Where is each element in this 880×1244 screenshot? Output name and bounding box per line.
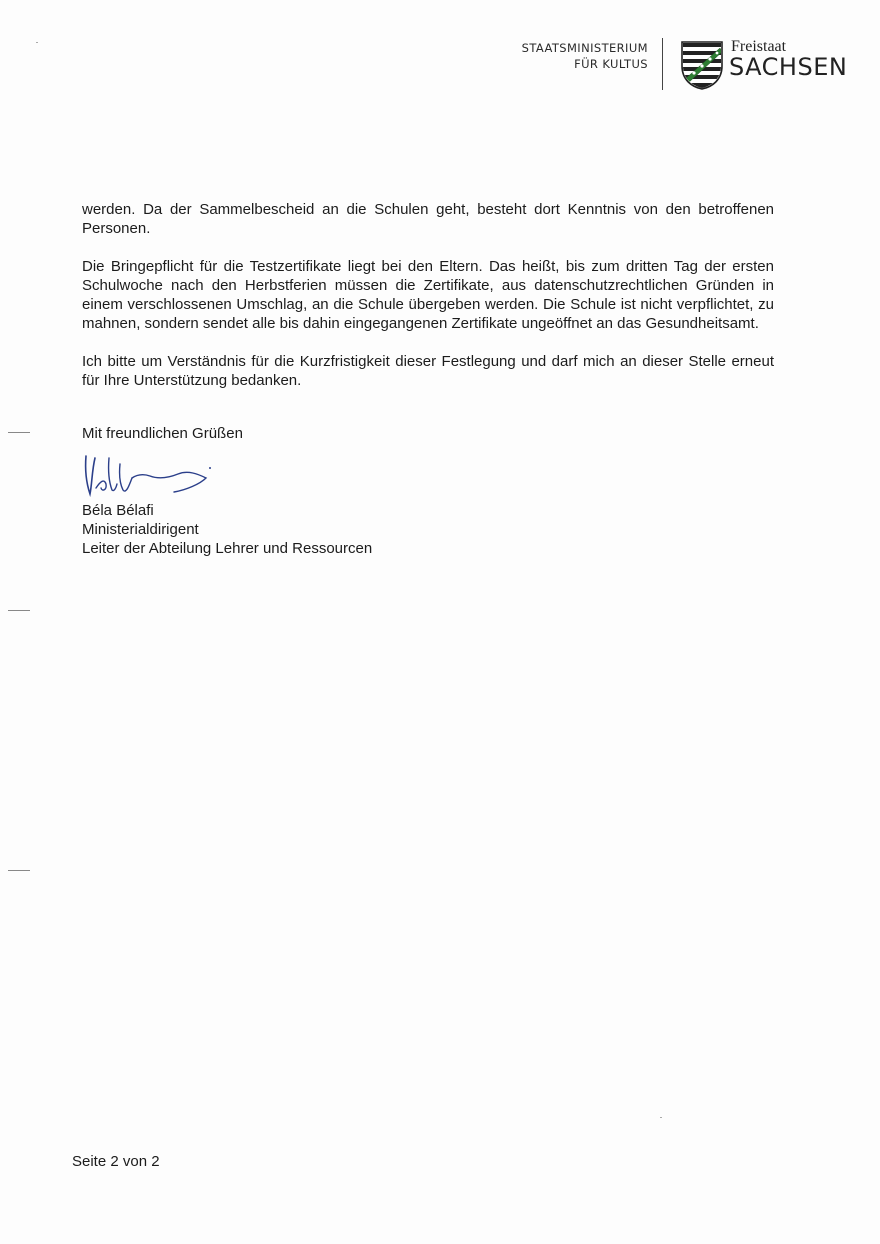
signer-department: Leiter der Abteilung Lehrer und Ressourcen: [82, 540, 373, 557]
state-label-large: SACHSEN: [729, 53, 848, 81]
ministry-line-1: STAATSMINISTERIUM: [521, 41, 648, 55]
fold-mark-middle: [8, 610, 30, 611]
letterhead-divider: [662, 38, 663, 90]
signer-block: [82, 501, 372, 558]
ministry-line-2: FÜR KULTUS: [574, 57, 648, 71]
ministry-name: [500, 40, 648, 72]
fold-mark-bottom: [8, 870, 30, 871]
saxony-coat-of-arms-icon: [680, 40, 724, 90]
closing-salutation: Mit freundlichen Grüßen: [82, 425, 243, 442]
scan-speck: [660, 1117, 662, 1118]
handwritten-signature: [82, 448, 222, 504]
fold-mark-top: [8, 432, 30, 433]
scan-speck: [36, 42, 38, 43]
body-paragraph-2: Die Bringepflicht für die Testzertifikate liegt bei den Eltern. Das heißt, bis zum dritten Tag der ersten Schulwoche nach den Herbstferien müssen die Zertifikate, aus datenschutzrechtlichen Gründen in einem verschlossenen Umschlag, an die Schule übergeben werden. Die Schule ist nicht verpflichtet, zu mahnen, sondern sendet alle bis dahin eingegangenen Zertifikate ungeöffnet an das Gesundheitsamt.: [82, 258, 774, 332]
state-label-small: Freistaat: [731, 38, 787, 55]
letter-body: [82, 200, 774, 409]
letterhead: [500, 38, 850, 92]
body-paragraph-1: werden. Da der Sammelbescheid an die Schulen geht, besteht dort Kenntnis von den betroffenen Personen.: [82, 201, 774, 237]
signer-title: Ministerialdirigent: [82, 521, 199, 538]
signer-name: Béla Bélafi: [82, 502, 154, 519]
body-paragraph-3: Ich bitte um Verständnis für die Kurzfristigkeit dieser Festlegung und darf mich an dieser Stelle erneut für Ihre Unterstützung bedanken.: [82, 353, 774, 389]
page-number: Seite 2 von 2: [72, 1153, 160, 1170]
